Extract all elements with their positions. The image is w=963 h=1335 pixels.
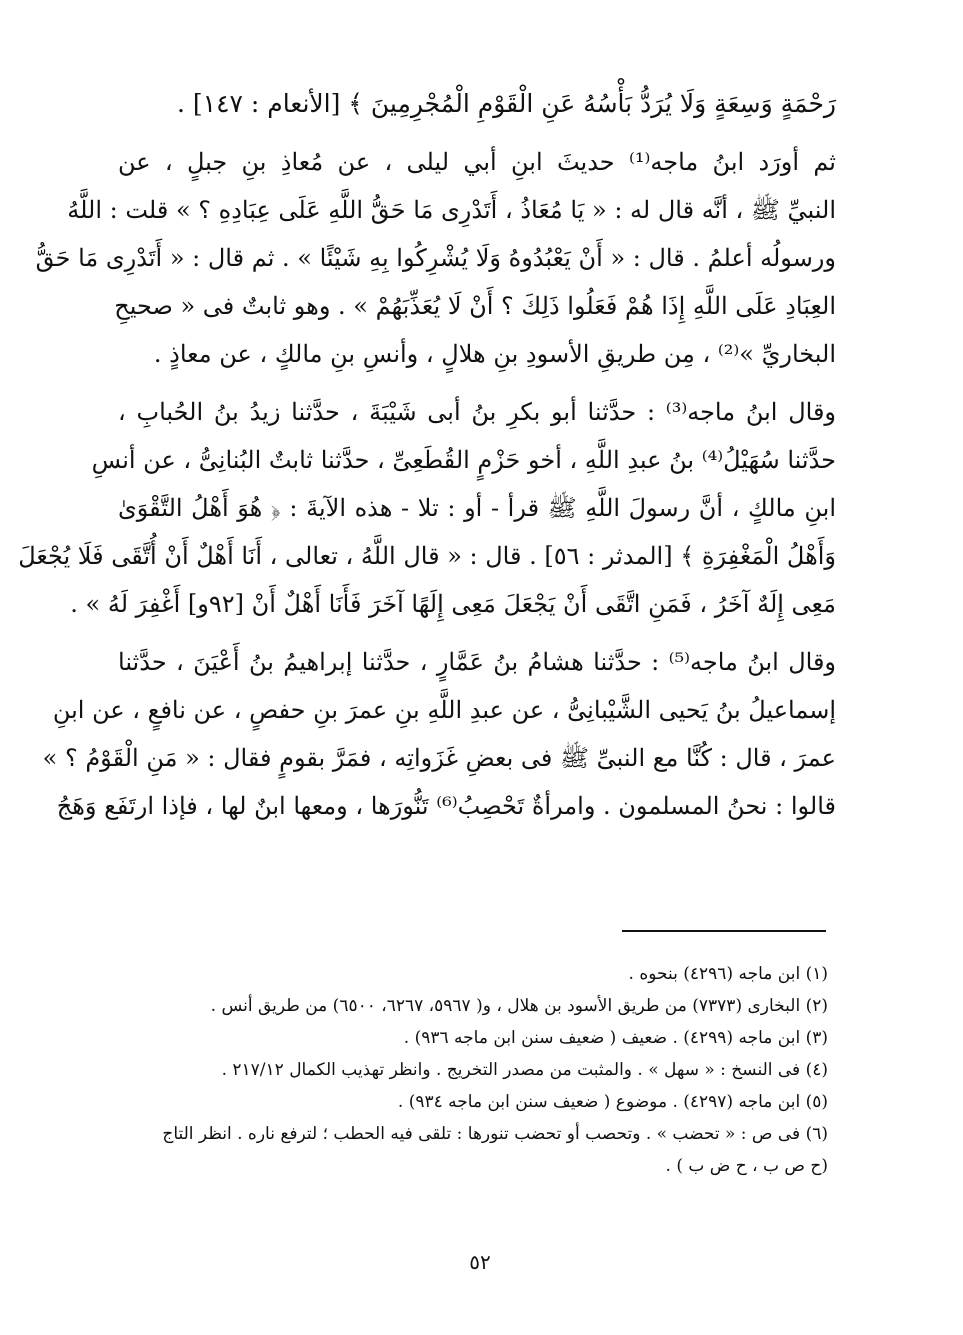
text-line: وقال ابنُ ماجه⁽³⁾ : حدَّثنا أبو بكرِ بنُ أبى شَيْبَةَ ، حدَّثنا زيدُ بنُ الحُبابِ ، bbox=[118, 398, 837, 426]
footnote-continuation: (ح ص ب ، ح ض ب ) . bbox=[665, 1156, 828, 1176]
text-line: البخاريِّ »⁽²⁾ ، مِن طريقِ الأسودِ بنِ هلالٍ ، وأنسِ بنِ مالكٍ ، عن معاذٍ . bbox=[153, 340, 836, 368]
footnote: (٣) ابن ماجه (٤٢٩٩) . ضعيف ( ضعيف سنن ابن ماجه ٩٣٦) . bbox=[403, 1028, 828, 1048]
text-line: النبيِّ ﷺ ، أنَّه قال له : « يَا مُعَاذُ ، أَتَدْرِى مَا حَقُّ اللَّهِ عَلَى عِبَادِهِ ؟ » قلت : اللَّهُ bbox=[67, 196, 836, 224]
text-line: مَعِى إِلَهٌ آخَرُ ، فَمَنِ اتَّقَى أَنْ يَجْعَلَ مَعِى إِلَهًا آخَرَ فَأَنَا أَهْلٌ أَنْ [٩٢و] أَغْفِرَ لَهُ » . bbox=[70, 590, 836, 618]
text-line: ثم أورَد ابنُ ماجه⁽¹⁾ حديثَ ابنِ أبي ليلى ، عن مُعاذِ بنِ جبلٍ ، عن bbox=[118, 148, 836, 176]
text-line: قالوا : نحنُ المسلمون . وامرأةٌ تَحْصِبُ⁽⁶⁾ تَنُّورَها ، ومعها ابنٌ لها ، فإذا ارتَفَع وَهَجُ bbox=[56, 792, 836, 820]
text-line: إسماعيلُ بنُ يَحيى الشَّيْبانِىُّ ، عن عبدِ اللَّهِ بنِ عمرَ بنِ حفصٍ ، عن نافعٍ ، عن ابنِ bbox=[52, 696, 836, 724]
footnote: (١) ابن ماجه (٤٢٩٦) بنحوه . bbox=[628, 964, 828, 984]
footnote: (٤) فى النسخ : « سهل » . والمثبت من مصدر التخريج . وانظر تهذيب الكمال ٢١٧/١٢ . bbox=[221, 1060, 828, 1080]
text-line: وقال ابنُ ماجه⁽⁵⁾ : حدَّثنا هشامُ بنُ عَمَّارٍ ، حدَّثنا إبراهيمُ بنُ أَعْيَنَ ، حدَّثنا bbox=[118, 648, 837, 676]
footnotes bbox=[118, 958, 828, 1182]
text-line: عمرَ ، قال : كُنَّا مع النبىِّ ﷺ فى بعضِ غَزَواتِه ، فمَرَّ بقومٍ فقال : « مَنِ الْقَوْمُ ؟ » bbox=[42, 744, 836, 772]
text-line: ورسولُه أعلمُ . قال : « أَنْ يَعْبُدُوهُ وَلَا يُشْرِكُوا بِهِ شَيْئًا » . ثم قال : « أَتَدْرِى مَا حَقُّ bbox=[35, 244, 836, 272]
footnote: (٥) ابن ماجه (٤٢٩٧) . موضوع ( ضعيف سنن ابن ماجه ٩٣٤) . bbox=[397, 1092, 828, 1112]
text-line: حدَّثنا سُهَيْلُ⁽⁴⁾ بنُ عبدِ اللَّهِ ، أخو حَزْمٍ القُطَعِىِّ ، حدَّثنا ثابتٌ البُنانِىُّ ، عن أنسِ bbox=[91, 446, 836, 474]
footnote: (٢) البخارى (٧٣٧٣) من طريق الأسود بن هلال ، و( ٥٩٦٧، ٦٢٦٧، ٦٥٠٠) من طريق أنس . bbox=[210, 996, 828, 1016]
text-line: رَحْمَةٍ وَسِعَةٍ وَلَا يُرَدُّ بَأْسُهُ عَنِ الْقَوْمِ الْمُجْرِمِينَ ﴾ [الأنعام : ١٤٧] . bbox=[177, 89, 836, 118]
footnote: (٦) فى ص : « تحضب » . وتحصب أو تحضب تنورها : تلقى فيه الحطب ؛ لترفع ناره . انظر التاج bbox=[162, 1124, 828, 1144]
text-line: وَأَهْلُ الْمَغْفِرَةِ ﴾ [المدثر : ٥٦] . قال : « قال اللَّهُ ، تعالى ، أَنَا أَهْلٌ أَنْ أُتَّقَى فَلَا يُجْعَلَ bbox=[18, 542, 836, 570]
text-line: العِبَادِ عَلَى اللَّهِ إِذَا هُمْ فَعَلُوا ذَلِكَ ؟ أَنْ لَا يُعَذِّبَهُمْ » . وهو ثابتٌ فى « صحيحِ bbox=[114, 292, 836, 320]
main-text bbox=[18, 80, 837, 830]
page-number: ٥٢ bbox=[469, 1250, 491, 1274]
text-line: ابنِ مالكٍ ، أنَّ رسولَ اللَّهِ ﷺ قرأ - أو : تلا - هذه الآيةَ : ﴿ هُوَ أَهْلُ التَّقْوَىٰ bbox=[118, 494, 836, 522]
footnote-separator bbox=[622, 930, 826, 932]
